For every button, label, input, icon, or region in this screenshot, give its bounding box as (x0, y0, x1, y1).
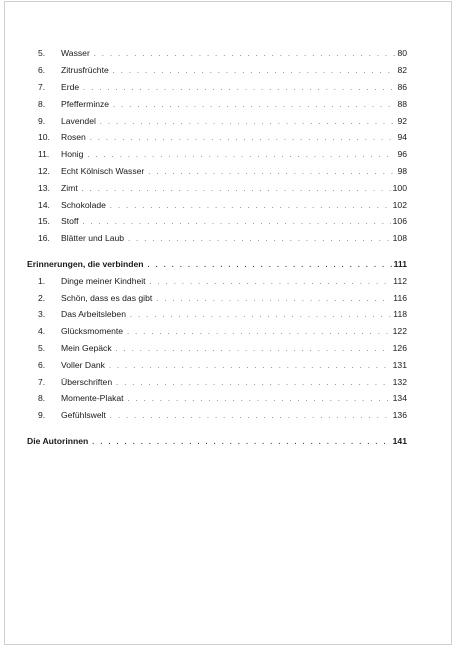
toc-entry-title: Dinge meiner Kindheit (61, 276, 146, 286)
toc-entry-number: 15. (38, 216, 50, 226)
toc-entry-page: 102 (391, 197, 407, 213)
toc-entry-page: 126 (391, 340, 407, 356)
toc-entry-page: 96 (395, 146, 407, 162)
dot-leader (90, 131, 407, 147)
toc-entry-number: 12. (38, 166, 50, 176)
toc-section-page: 141 (391, 433, 407, 449)
toc-entry[interactable] (5, 146, 451, 162)
toc-entry-number: 9. (38, 116, 46, 126)
toc-entry-page: 116 (391, 290, 407, 306)
toc-entry-title: Wasser (61, 48, 90, 58)
toc-entry-page: 108 (391, 230, 407, 246)
toc-entry[interactable] (5, 129, 451, 145)
toc-section-title: Erinnerungen, die verbinden (27, 259, 144, 269)
toc-entry[interactable] (5, 273, 451, 289)
dot-leader (83, 81, 407, 97)
toc-entry-number: 10. (38, 132, 50, 142)
toc-entry-number: 8. (38, 393, 46, 403)
toc-entry-title: Glücksmomente (61, 326, 124, 336)
dot-leader (128, 392, 407, 408)
toc-entry-number: 14. (38, 200, 50, 210)
dot-leader (128, 232, 407, 248)
toc-entry-title: Blätter und Laub (61, 233, 125, 243)
toc-section-title: Die Autorinnen (27, 436, 89, 446)
toc-entry-page: 100 (391, 180, 407, 196)
dot-leader (94, 47, 407, 63)
document-page (4, 1, 452, 645)
toc-entry-number: 4. (38, 326, 46, 336)
dot-leader (130, 308, 407, 324)
dot-leader (110, 409, 407, 425)
toc-entry[interactable] (5, 290, 451, 306)
dot-leader (113, 64, 407, 80)
toc-entry[interactable] (5, 340, 451, 356)
toc-entry-number: 2. (38, 293, 46, 303)
toc-entry[interactable] (5, 180, 451, 196)
toc-entry-number: 11. (38, 149, 50, 159)
toc-section-page: 111 (392, 256, 407, 272)
toc-entry-page: 131 (391, 357, 407, 373)
toc-entry-page: 86 (395, 79, 407, 95)
dot-leader (127, 325, 407, 341)
dot-leader (116, 342, 407, 358)
toc-entry[interactable] (5, 357, 451, 373)
dot-leader (109, 359, 407, 375)
toc-entry-page: 80 (395, 45, 407, 61)
toc-entry[interactable] (5, 407, 451, 423)
toc-entry[interactable] (5, 45, 451, 61)
toc-section-heading[interactable] (5, 433, 451, 449)
toc-entry[interactable] (5, 197, 451, 213)
toc-entry[interactable] (5, 230, 451, 246)
toc-entry-page: 88 (395, 96, 407, 112)
toc-entry-number: 8. (38, 99, 46, 109)
toc-entry[interactable] (5, 96, 451, 112)
toc-entry-title: Erde (61, 82, 80, 92)
toc-entry-title: Lavendel (61, 116, 96, 126)
toc-entry-number: 5. (38, 48, 46, 58)
dot-leader (148, 258, 407, 274)
toc-entry[interactable] (5, 62, 451, 78)
toc-entry-title: Stoff (61, 216, 79, 226)
toc-entry-title: Echt Kölnisch Wasser (61, 166, 145, 176)
toc-entry[interactable] (5, 79, 451, 95)
toc-entry-page: 112 (391, 273, 407, 289)
toc-entry-number: 13. (38, 183, 50, 193)
toc-entry-title: Honig (61, 149, 84, 159)
toc-entry-title: Voller Dank (61, 360, 105, 370)
toc-entry-number: 1. (38, 276, 46, 286)
toc-entry-title: Schokolade (61, 200, 106, 210)
dot-leader (83, 215, 407, 231)
toc-entry-number: 6. (38, 65, 46, 75)
toc-entry-number: 7. (38, 82, 46, 92)
toc-entry-number: 6. (38, 360, 46, 370)
toc-entry[interactable] (5, 374, 451, 390)
dot-leader (87, 148, 407, 164)
toc-entry-title: Pfefferminze (61, 99, 110, 109)
dot-leader (113, 98, 407, 114)
toc-entry-page: 132 (391, 374, 407, 390)
toc-entry-number: 3. (38, 309, 46, 319)
toc-entry[interactable] (5, 163, 451, 179)
toc-entry[interactable] (5, 113, 451, 129)
toc-entry-page: 136 (391, 407, 407, 423)
toc-entry[interactable] (5, 213, 451, 229)
dot-leader (92, 435, 407, 451)
toc-entry-number: 9. (38, 410, 46, 420)
toc-entry-title: Rosen (61, 132, 86, 142)
toc-entry-page: 106 (391, 213, 407, 229)
toc-entry-page: 98 (395, 163, 407, 179)
toc-entry-title: Zitrusfrüchte (61, 65, 109, 75)
dot-leader (148, 165, 407, 181)
toc-entry-title: Das Arbeitsleben (61, 309, 126, 319)
toc-entry-page: 118 (391, 306, 407, 322)
toc-entry-number: 16. (38, 233, 50, 243)
toc-entry-page: 94 (395, 129, 407, 145)
toc-entry-page: 122 (391, 323, 407, 339)
toc-entry-number: 5. (38, 343, 46, 353)
toc-entry-page: 134 (391, 390, 407, 406)
dot-leader (82, 182, 407, 198)
toc-entry-title: Mein Gepäck (61, 343, 112, 353)
dot-leader (150, 275, 407, 291)
toc-entry[interactable] (5, 306, 451, 322)
toc-entry[interactable] (5, 323, 451, 339)
toc-section-heading[interactable] (5, 256, 451, 272)
toc-entry-title: Schön, dass es das gibt (61, 293, 153, 303)
toc-entry-title: Momente-Plakat (61, 393, 124, 403)
toc-entry[interactable] (5, 390, 451, 406)
toc-entry-page: 92 (395, 113, 407, 129)
toc-entry-number: 7. (38, 377, 46, 387)
toc-entry-title: Gefühlswelt (61, 410, 106, 420)
toc-entry-title: Überschriften (61, 377, 113, 387)
toc-entry-page: 82 (395, 62, 407, 78)
toc-entry-title: Zimt (61, 183, 78, 193)
